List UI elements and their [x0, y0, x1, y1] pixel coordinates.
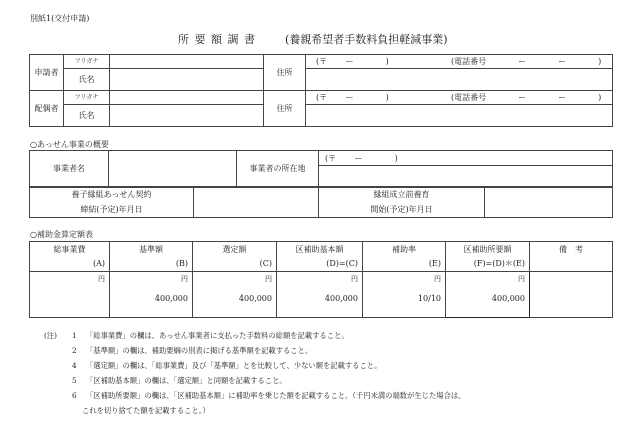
calc-value: 400,000: [154, 294, 188, 303]
note-text: 「区補助所要額」の欄は、「区補助基本額」に補助率を乗じた額を記載すること。（千円未満の端数が生じた場合は、: [86, 391, 466, 400]
calc-header-code: (F)=(D)＊(E): [473, 259, 525, 269]
calc-value-cell[interactable]: [530, 272, 613, 318]
calc-header-label: 区補助基本額: [295, 245, 344, 254]
form-label: 別紙1(交付申請): [30, 14, 90, 23]
contract-date-field[interactable]: [194, 187, 319, 218]
calc-header-cell: [363, 242, 446, 272]
calc-header-code: (E): [428, 259, 441, 269]
spouse-postal: (〒 ー ): [316, 93, 389, 102]
applicant-name-field[interactable]: [110, 69, 264, 91]
note-number: 5: [72, 376, 77, 385]
section-heading-calculation: ○補助金算定額表: [30, 230, 93, 239]
calc-header-code: (B): [175, 259, 188, 269]
calc-header-cell: [110, 242, 193, 272]
spouse-address-label: 住所: [264, 91, 306, 127]
applicant-address-label: 住所: [264, 55, 306, 91]
calc-header-label: 備 考: [559, 245, 583, 254]
calc-unit: 円: [98, 275, 105, 283]
calc-header-code: (D)=(C): [326, 259, 358, 269]
applicant-postal: (〒 ー ): [316, 57, 389, 66]
calc-unit: 円: [351, 275, 358, 283]
applicant-address-field[interactable]: [306, 69, 613, 91]
notes-list: [72, 328, 612, 403]
note-text: 「基準額」の欄は、補助要綱の別表に掲げる基準額を記載すること。: [86, 346, 313, 355]
calc-header-label: 選定額: [222, 245, 247, 254]
spouse-furigana-label: フリガナ: [64, 91, 110, 105]
spouse-furigana-field[interactable]: [110, 91, 264, 105]
note-item: [72, 373, 612, 388]
calc-unit: 円: [181, 275, 188, 283]
applicant-name-label: 氏名: [64, 69, 110, 91]
calc-unit: 円: [434, 275, 441, 283]
calc-value: 400,000: [238, 294, 272, 303]
calc-value: 10/10: [417, 294, 441, 303]
page-title: 所 要 額 調 書: [178, 33, 256, 46]
calc-header-label: 補助率: [392, 245, 416, 254]
note-continuation: これを切り捨てた額を記載すること。）: [82, 406, 210, 415]
calc-header-label: 基準額: [139, 245, 163, 254]
note-item: [72, 343, 612, 358]
foster-label-line2: 開始(予定)年月日: [370, 205, 433, 214]
applicant-contact-row: [306, 55, 613, 69]
contract-label-line1: 養子縁組あっせん契約: [71, 190, 152, 199]
foster-date-field[interactable]: [485, 187, 613, 218]
calc-value-cell[interactable]: [277, 272, 363, 318]
note-text: 「総事業費」の欄は、あっせん事業者に支払った手数料の総額を記載すること。: [86, 331, 349, 340]
note-text: 「区補助基本額」の欄は、「選定額」と同額を記載すること。: [86, 376, 287, 385]
note-number: 1: [72, 331, 77, 340]
calc-header-label: 総事業費: [53, 245, 86, 254]
calc-header-cell: [530, 242, 613, 272]
calc-header-code: (C): [259, 259, 272, 269]
dates-table: [29, 186, 613, 218]
spouse-address-field[interactable]: [306, 105, 613, 127]
contract-label-line2: 締結(予定)年月日: [80, 205, 143, 214]
contract-date-label: [30, 187, 194, 218]
calc-value-cell[interactable]: [446, 272, 530, 318]
calc-value: 400,000: [324, 294, 358, 303]
page-subtitle: (養親希望者手数料負担軽減事業): [285, 33, 448, 46]
calc-header-cell: [446, 242, 530, 272]
note-item: [72, 358, 612, 373]
note-number: 6: [72, 391, 77, 400]
calc-unit: 円: [518, 275, 525, 283]
calculation-table: [29, 241, 613, 318]
notes-label: (注): [44, 331, 57, 340]
calc-unit: 円: [265, 275, 272, 283]
operator-location-label: 事業者の所在地: [237, 151, 319, 188]
foster-date-label: [319, 187, 485, 218]
operator-location-field[interactable]: [319, 151, 613, 188]
applicant-table: [29, 54, 613, 127]
calc-value-cell[interactable]: [30, 272, 110, 318]
calc-value: 400,000: [491, 294, 525, 303]
calc-header-label: 区補助所要額: [463, 245, 512, 254]
calc-value-cell[interactable]: [193, 272, 277, 318]
applicant-phone: (電話番号 ー ー ): [451, 57, 602, 66]
calc-header-cell: [30, 242, 110, 272]
operator-postal: (〒 ー ): [325, 154, 398, 163]
operator-name-field[interactable]: [109, 151, 237, 188]
applicant-furigana-label: フリガナ: [64, 55, 110, 69]
overview-table: [29, 150, 613, 188]
note-item: [72, 388, 612, 403]
calc-value-cell[interactable]: [110, 272, 193, 318]
note-item: [72, 328, 612, 343]
location-divider: [319, 165, 612, 166]
spouse-label: 配偶者: [30, 91, 64, 127]
calc-header-cell: [193, 242, 277, 272]
spouse-name-label: 氏名: [64, 105, 110, 127]
spouse-name-field[interactable]: [110, 105, 264, 127]
applicant-label: 申請者: [30, 55, 64, 91]
applicant-furigana-field[interactable]: [110, 55, 264, 69]
section-heading-overview: ○あっせん事業の概要: [30, 140, 109, 149]
spouse-contact-row: [306, 91, 613, 105]
note-number: 4: [72, 361, 77, 370]
spouse-phone: (電話番号 ー ー ): [451, 93, 602, 102]
calc-header-code: (A): [92, 259, 105, 269]
note-number: 2: [72, 346, 77, 355]
calc-value-cell[interactable]: [363, 272, 446, 318]
operator-name-label: 事業者名: [30, 151, 109, 188]
calc-header-cell: [277, 242, 363, 272]
note-text: 「選定額」の欄は、「総事業費」及び「基準額」とを比較して、少ない額を記載すること。: [86, 361, 382, 370]
foster-label-line1: 縁組成立前養育: [373, 190, 430, 199]
